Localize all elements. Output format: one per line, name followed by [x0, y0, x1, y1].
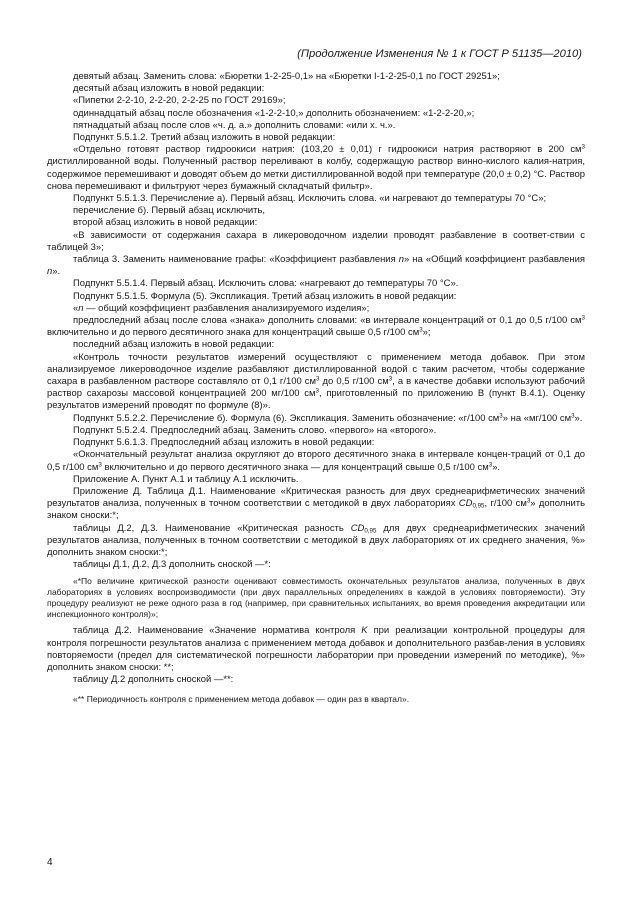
paragraph	[47, 559, 585, 571]
text-run: при реализации контрольной процедуры для контроля погрешности результатов анализа с применением метода добавок и дополнительного разбав-ления в условиях повторяемости (предел для систематической погрешности лаборатории при проведении измерений по методике), %» дополнить знаком сноски: **;	[47, 625, 585, 673]
text-run: таблицы Д.2, Д.3. Наименование «Критическая разность	[73, 522, 351, 534]
paragraph	[47, 254, 585, 278]
text-run: Подпункт 5.5.1.2. Третий абзац изложить в новой редакции:	[73, 132, 336, 144]
paragraph	[47, 132, 585, 144]
text-run: таблицы Д.1, Д.2, Д.3 дополнить сноской —*:	[73, 559, 271, 571]
paragraph	[47, 71, 585, 83]
footnote-text	[47, 576, 585, 620]
text-run: для двух среднеарифметических значений результатов анализа, полученных в точном соответствии с методикой в двух лабораториях от их среднего значения, %» дополнить знаком сноски:*;	[47, 522, 585, 558]
text-run: «Пипетки 2-2-10, 2-2-20, 2-2-25 по ГОСТ 29169»;	[73, 95, 286, 107]
text-run: »;	[422, 327, 431, 339]
paragraph	[47, 625, 585, 674]
text-run: таблица Д.2. Наименование «Значение норматива контроля	[73, 625, 362, 637]
text-run: Подпункт 5.5.2.4. Предпоследний абзац. Заменить слово. «первого» на «второго».	[73, 424, 437, 436]
paragraph	[47, 674, 585, 686]
paragraph	[47, 95, 585, 107]
text-run: «В зависимости от содержания сахара в ликероводочном изделии проводят разбавление в соответ-ствии с таблицей 3»;	[47, 229, 585, 253]
superscript: 3	[388, 375, 393, 383]
text-run: пятнадцатый абзац после слов «ч. д. а.» дополнить словами: «или х. ч.».	[73, 119, 396, 131]
text-run: предпоследний абзац после слова «знака» дополнить словами: «в интервале концентраций от 0,1 до 0,5 г/100 см	[73, 315, 582, 327]
text-run: Подпункт 5.5.1.4. Первый абзац. Исключить слова: «нагревают до температуры 70 °С».	[73, 278, 459, 290]
text-run: «** Периодичность контроля с применением метода добавок — один раз в квартал».	[73, 694, 410, 705]
paragraph	[47, 339, 585, 351]
text-run: десятый абзац изложить в новой редакции:	[73, 83, 265, 95]
italic-symbol: n	[398, 254, 404, 266]
superscript: 3	[526, 497, 531, 505]
paragraph	[47, 486, 585, 523]
text-run: , г/100 см	[484, 498, 527, 510]
page-number: 4	[47, 857, 53, 868]
italic-symbol: CD	[458, 498, 473, 510]
paragraph	[47, 120, 585, 132]
superscript: 3	[581, 143, 585, 151]
text-run: включительно и до первого десятичного знака для концентраций свыше 0,5 г/100 см	[47, 327, 420, 339]
text-run: до 0,5 г/100 см	[319, 376, 389, 388]
running-header: (Продолжение Изменения № 1 к ГОСТ Р 51135—2010)	[297, 48, 582, 60]
paragraph	[47, 144, 585, 193]
text-run: » на «Общий коэффициент разбавления	[404, 254, 585, 266]
text-run: таблицу Д.2 дополнить сноской —**:	[73, 674, 234, 686]
paragraph	[47, 291, 585, 303]
paragraph	[47, 193, 585, 205]
paragraph	[47, 278, 585, 290]
text-run: перечисление б). Первый абзац исключить,	[73, 205, 266, 217]
text-run: ».	[492, 461, 501, 473]
paragraph	[47, 523, 585, 560]
paragraph	[47, 83, 585, 95]
text-run: таблица 3. Заменить наименование графы: «Коэффициент разбавления	[73, 254, 399, 266]
paragraph	[47, 108, 585, 120]
subscript: 0,95	[472, 502, 485, 510]
paragraph	[47, 217, 585, 229]
text-run: Подпункт 5.6.1.3. Предпоследний абзац изложить в новой редакции:	[73, 437, 375, 449]
footnote-text	[47, 694, 585, 705]
italic-symbol: CD	[350, 522, 365, 534]
text-run: второй абзац изложить в новой редакции:	[73, 217, 258, 229]
paragraph	[47, 413, 585, 425]
text-run: одиннадцатый абзац после обозначения «1-2-2-10,» дополнить обозначением: «1-2-2-20,»;	[73, 107, 475, 119]
text-run: Подпункт 5.5.1.3. Перечисление а). Первый абзац. Исключить слова. «и нагревают до температуры 70 °С»;	[73, 193, 547, 205]
subscript: 0,95	[364, 527, 377, 535]
text-run: «	[73, 302, 79, 314]
paragraph	[47, 474, 585, 486]
text-run: «Контроль точности результатов измерений осуществляют с применением метода добавок. При этом анализируемое ликероводочное изделие разбавляют дистиллированной водой с таким расчетом, чтобы содержание сахара в разбавленном растворе составляло от 0,1 г/100 см	[47, 351, 585, 388]
italic-symbol: K	[361, 625, 368, 637]
text-run: включительно и до первого десятичного знака — для концентраций свыше 0,5 г/100 см	[101, 461, 489, 473]
superscript: 3	[315, 387, 319, 395]
paragraph	[47, 230, 585, 254]
text-run: «*По величине критической разности оценивают совместимость окончательных результатов анализа, полученных в двух лабораториях в условиях воспроизводимости (при двух параллельных определениях в каждой в условиях повторяемости). Эту процедуру реализуют не реже одного раза в год (например, при сравнительных испытаниях, во время проведения аккредитации или инспекционного контроля)»;	[47, 576, 585, 620]
text-run: » на «мг/100 см	[502, 412, 572, 424]
superscript: 3	[499, 412, 503, 420]
text-run: «Окончательный результат анализа округляют до второго десятичного знака в интервале концен-траций от 0,1 до 0,5 г/100 см	[47, 449, 585, 473]
document-body	[47, 71, 585, 710]
text-run: Подпункт 5.5.2.2. Перечисление б). Формула (6). Экспликация. Заменить обозначение: «г/100 см	[73, 412, 500, 424]
paragraph	[47, 315, 585, 339]
text-run: Приложение Д. Таблица Д.1. Наименование «Критическая разность для двух среднеарифметических значений результатов анализа, полученных в точном соответствии с методикой в двух лабораториях	[47, 485, 585, 510]
superscript: 3	[419, 326, 423, 334]
italic-symbol: n	[47, 266, 53, 278]
text-run: ».	[52, 266, 61, 278]
superscript: 3	[581, 314, 585, 322]
text-run: — общий коэффициент разбавления анализируемого изделия»;	[83, 302, 370, 314]
text-run: дистиллированной воды. Полученный раствор переливают в колбу, содержащую раствор винно-кислого калия-натрия, содержимое перемешивают и доводят объем до метки дистиллированной водой при температуре (20,0 ± 0,2) °С. Раствор снова перемешивают и фильтруют через бумажный складчатый фильтр».	[47, 156, 585, 192]
paragraph	[47, 425, 585, 437]
text-run: » дополнить знаком сноски:*;	[47, 498, 585, 522]
paragraph	[47, 205, 585, 217]
paragraph	[47, 352, 585, 413]
text-run: Приложение А. Пункт А.1 и таблицу А.1 исключить.	[73, 473, 299, 485]
superscript: 3	[98, 460, 102, 468]
text-run: последний абзац изложить в новой редакции:	[73, 339, 275, 351]
paragraph	[47, 449, 585, 473]
text-run: , а в качестве добавки используют рабочий раствор сахарозы массовой концентрацией 200 мг/100 см	[47, 376, 585, 400]
italic-symbol: n	[78, 302, 84, 314]
text-run: «Отдельно готовят раствор гидроокиси натрия: (103,20 ± 0,01) г гидроокиси натрия растворяют в 200 см	[73, 144, 582, 156]
superscript: 3	[488, 460, 493, 468]
text-run: Подпункт 5.5.1.5. Формула (5). Экспликация. Третий абзац изложить в новой редакции:	[73, 290, 457, 302]
text-run: ».	[574, 412, 583, 424]
paragraph	[47, 303, 585, 315]
superscript: 3	[316, 375, 320, 383]
paragraph	[47, 437, 585, 449]
text-run: девятый абзац. Заменить слова: «Бюретки 1-2-25-0,1» на «Бюретки I-1-2-25-0,1 по ГОСТ 29251»;	[73, 71, 500, 82]
text-run: , приготовленный по приложению В (пункт В.4.1). Оценку результатов измерений проводят по формуле (8)».	[47, 388, 585, 412]
superscript: 3	[571, 412, 575, 420]
